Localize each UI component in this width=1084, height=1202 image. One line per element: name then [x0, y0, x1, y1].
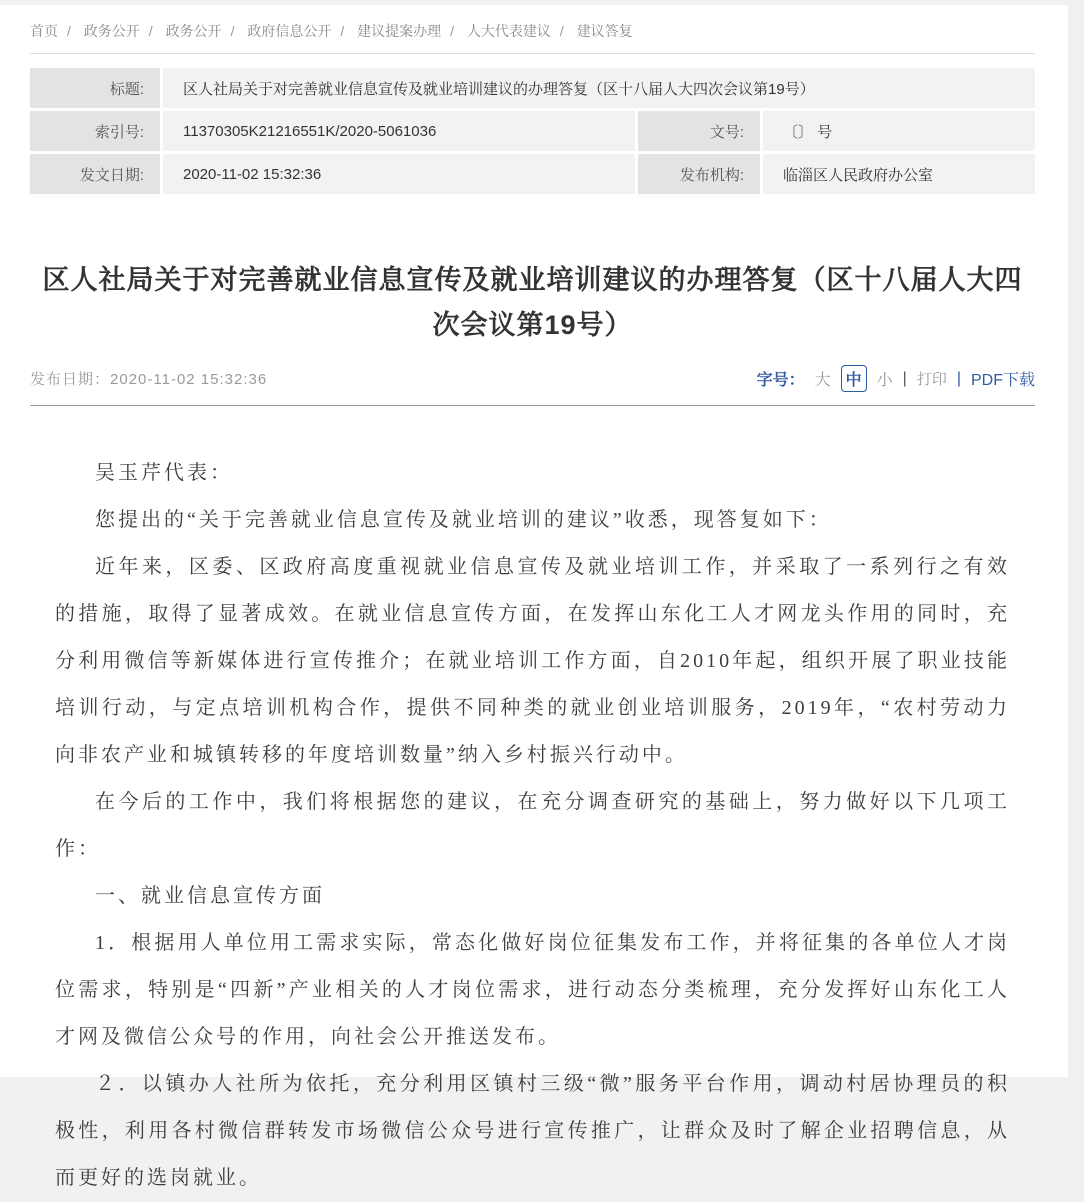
- body-paragraph: 近年来，区委、区政府高度重视就业信息宣传及就业培训工作，并采取了一系列行之有效的措施，取得了显著成效。在就业信息宣传方面，在发挥山东化工人才网龙头作用的同时，充分利用微信等新媒体进行宣传推介；在就业培训工作方面，自2010年起，组织开展了职业技能培训行动，与定点培训机构合作，提供不同种类的就业创业培训服务，2019年，“农村劳动力向非农产业和城镇转移的年度培训数量”纳入乡村振兴行动中。: [55, 556, 1010, 766]
- body-paragraph: ２．以镇办人社所为依托，充分利用区镇村三级“微”服务平台作用，调动村居协理员的积极性，利用各村微信群转发市场微信公众号进行宣传推广，让群众及时了解企业招聘信息，从而更好的选岗就业。: [55, 1073, 1010, 1189]
- breadcrumb-link[interactable]: 政务公开: [165, 23, 222, 39]
- breadcrumb-separator: /: [148, 23, 153, 39]
- meta-title-label: 标题:: [30, 68, 160, 108]
- meta-index-value: 11370305K21216551K/2020-5061036: [163, 111, 635, 151]
- meta-agency-value: 临淄区人民政府办公室: [763, 154, 1035, 194]
- header-divider: [30, 405, 1035, 406]
- meta-docnum-label: 文号:: [638, 111, 760, 151]
- breadcrumb-link[interactable]: 人大代表建议: [466, 23, 551, 39]
- meta-index-label: 索引号:: [30, 111, 160, 151]
- breadcrumb-link[interactable]: 建议答复: [576, 23, 633, 39]
- breadcrumb-link[interactable]: 首页: [30, 23, 58, 39]
- breadcrumb-link[interactable]: 政府信息公开: [247, 23, 332, 39]
- print-button[interactable]: 打印: [916, 371, 947, 388]
- fontsize-medium-button[interactable]: 中: [841, 365, 867, 392]
- publish-date-value: 2020-11-02 15:32:36: [110, 371, 268, 388]
- fontsize-label: 字号：: [756, 372, 805, 389]
- breadcrumb-separator: /: [340, 23, 345, 39]
- breadcrumb-separator: /: [67, 23, 71, 39]
- body-paragraph: 吴玉芹代表：: [95, 462, 233, 484]
- meta-docnum-value: 〔〕 号: [763, 111, 1035, 151]
- body-paragraph: 您提出的“关于完善就业信息宣传及就业培训的建议”收悉，现答复如下：: [95, 509, 832, 531]
- toolbar-separator: |: [902, 369, 907, 387]
- content-container: [0, 5, 1068, 1189]
- breadcrumb-separator: /: [450, 23, 455, 39]
- fontsize-small-button[interactable]: 小: [876, 372, 893, 389]
- meta-date-value: 2020-11-02 15:32:36: [163, 154, 635, 194]
- article-info-bar: [30, 365, 1035, 392]
- breadcrumb-link[interactable]: 政务公开: [83, 23, 140, 39]
- publish-date: [30, 368, 267, 389]
- breadcrumb: [30, 5, 1035, 54]
- document-meta-table: [30, 68, 1035, 194]
- breadcrumb-link[interactable]: 建议提案办理: [357, 23, 442, 39]
- meta-date-label: 发文日期:: [30, 154, 160, 194]
- article-toolbar: [757, 365, 1035, 392]
- body-paragraph: 1．根据用人单位用工需求实际，常态化做好岗位征集发布工作，并将征集的各单位人才岗位需求，特别是“四新”产业相关的人才岗位需求，进行动态分类梳理，充分发挥好山东化工人才网及微信公众号的作用，向社会公开推送发布。: [55, 932, 1010, 1048]
- meta-title-value: 区人社局关于对完善就业信息宣传及就业培训建议的办理答复（区十八届人大四次会议第19号）: [163, 68, 1035, 108]
- meta-agency-label: 发布机构:: [638, 154, 760, 194]
- breadcrumb-separator: /: [230, 23, 235, 39]
- publish-date-label: 发布日期：: [30, 371, 111, 388]
- toolbar-separator: |: [956, 369, 961, 387]
- body-paragraph: 在今后的工作中，我们将根据您的建议，在充分调查研究的基础上，努力做好以下几项工作：: [55, 791, 1010, 860]
- pdf-download-button[interactable]: PDF下载: [970, 372, 1035, 389]
- page-title: 区人社局关于对完善就业信息宣传及就业培训建议的办理答复（区十八届人大四次会议第19号）: [42, 265, 1023, 340]
- breadcrumb-separator: /: [559, 23, 564, 39]
- body-paragraph: 一、就业信息宣传方面: [95, 885, 325, 907]
- article-body: [30, 450, 1035, 1202]
- fontsize-large-button[interactable]: 大: [814, 372, 831, 389]
